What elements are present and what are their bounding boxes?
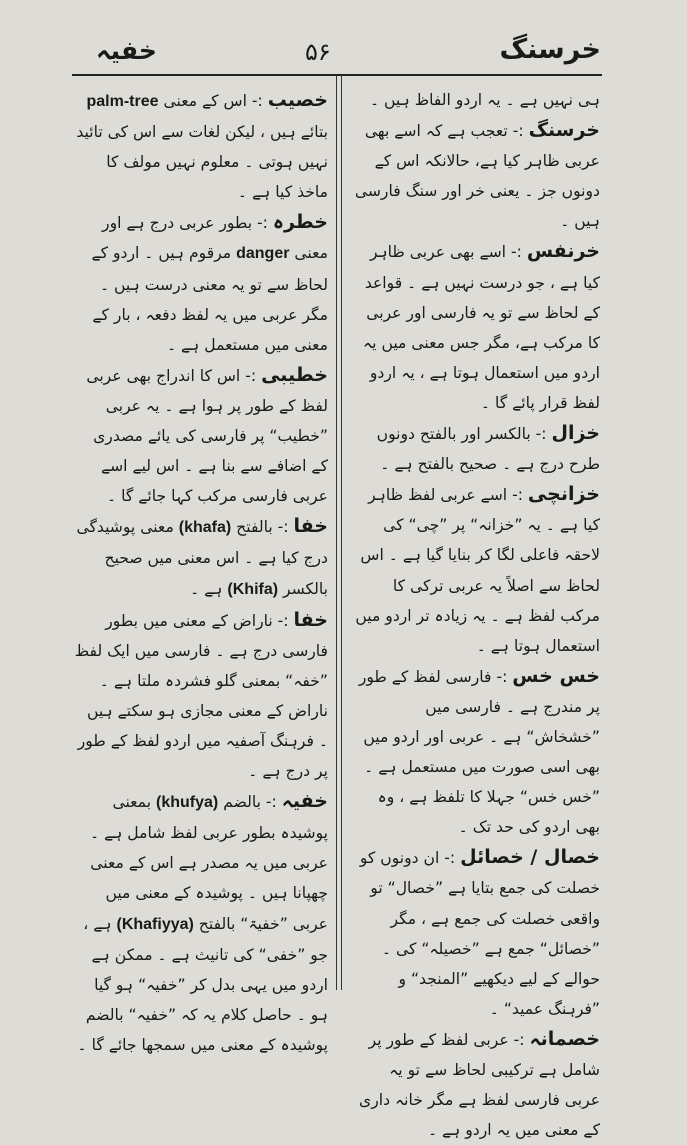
entry-headword: خفا: [293, 515, 328, 538]
header-left-word: خفیہ: [96, 36, 157, 65]
header-rule: [72, 74, 602, 76]
entry-headword: خزال: [551, 422, 600, 445]
latin-gloss: (khufya): [156, 794, 219, 812]
latin-gloss: (khafa): [178, 519, 232, 537]
entry-headword: خس خس: [512, 664, 600, 687]
entry: خرسنگ :- تعجب ہے کہ اسے بھی عربی ظاہر کیا ہے، حالانکہ اس کے دونوں جز ۔ یعنی خر اور سنگ فارسی ہیں ۔: [354, 119, 600, 231]
column-divider: [336, 75, 337, 990]
entry: خس خس :- فارسی لفظ کے طور پر مندرج ہے ۔ فارسی میں ”خشخاش“ ہے ۔ عربی اور اردو میں بھی اسی صورت میں مستعمل ہے ۔ ”خس خس“ جہلا کا تلفظ ہے ، وہ بھی اردو کی حد تک ۔: [358, 664, 600, 837]
entry: ہی نہیں ہے ۔ یہ اردو الفاظ ہیں ۔: [369, 91, 600, 109]
entry: خطیبی :- اس کا اندراج بھی عربی لفظ کے طور پر ہوا ہے ۔ یہ عربی ”خطیب“ پر فارسی کی یائے مصدری کے اضافے سے بنا ہے ۔ اس لیے اسے عربی فارسی مرکب کہا جائے گا ۔: [86, 363, 328, 506]
left-column: [74, 85, 328, 1060]
entry-headword: خصیب: [267, 89, 328, 111]
entry: خفا :- بالفتح (khafa) معنی پوشیدگی درج کیا ہے ۔ اس معنی میں صحیح بالکسر (Khifa) ہے ۔: [76, 515, 328, 598]
entry-headword: خفیہ: [281, 790, 328, 813]
latin-gloss: danger: [236, 245, 290, 263]
latin-gloss: (Khifa): [227, 580, 279, 598]
header-right-word: خرسنگ: [499, 34, 601, 65]
entry-headword: خطرہ: [272, 211, 328, 234]
entry-headword: خطیبی: [261, 363, 328, 386]
column-divider-inner: [341, 75, 342, 990]
entry: خرنفس :- اسے بھی عربی ظاہر کیا ہے ، جو درست نہیں ہے ۔ قواعد کے لحاظ سے تو یہ فارسی اور عربی کا مرکب ہے، مگر جس معنی میں یہ اردو میں استعمال ہوتا ہے ، یہ اردو لفظ قرار پائے گا ۔: [363, 240, 600, 412]
entry: خفیہ :- بالضم (khufya) بمعنی پوشیدہ بطور عربی لفظ شامل ہے ۔ عربی میں یہ مصدر ہے اس کے معنی چھپانا ہیں ۔ پوشیدہ کے معنی میں عربی ”خفیۃ“ بالفتح (Khafiyya) ہے ، جو ”خفی“ کی تانیث ہے ۔ ممکن ہے اردو میں یہی بدل کر ”خفیہ“ ہو گیا ہو ۔ حاصل کلام یہ کہ ”خفیہ“ بالضم پوشیدہ کے معنی میں سمجھا جائے گا ۔: [77, 790, 328, 1054]
entry: خزال :- بالکسر اور بالفتح دونوں طرح درج ہے ۔ صحیح بالفتح ہے ۔: [376, 422, 600, 474]
entry-headword: خرنفس: [526, 240, 600, 263]
entry-headword: خصال / خصائل: [460, 846, 600, 869]
right-column: [350, 85, 600, 1145]
running-header: [0, 30, 687, 74]
page-number: ۵۶: [305, 38, 331, 66]
entry: خصیب :- اس کے معنی palm-tree بتائے ہیں ، لیکن لغات سے اس کی تائید نہیں ہوتی ۔ معلوم نہیں مولف کا ماخذ کیا ہے ۔: [76, 89, 328, 202]
entry-headword: خصمانہ: [529, 1027, 600, 1050]
entry: خصمانہ :- عربی لفظ کے طور پر شامل ہے ترکیبی لحاظ سے تو یہ عربی فارسی لفظ ہے مگر خانہ داری کے معنی میں یہ اردو ہے ۔: [359, 1027, 600, 1140]
latin-gloss: (Khafiyya): [116, 915, 194, 933]
entry-headword: خزانچی: [527, 483, 600, 506]
entry: خزانچی :- اسے عربی لفظ ظاہر کیا ہے ۔ یہ ”خزانہ“ پر ”چی“ کی لاحقہ فاعلی لگا کر بنایا گیا ہے ۔ اس لحاظ سے اصلاً یہ عربی ترکی کا مرکب لفظ ہے ۔ یہ زیادہ تر اردو میں استعمال ہوتا ہے ۔: [355, 483, 600, 655]
entry-headword: خرسنگ: [528, 119, 600, 142]
entry: خطرہ :- بطور عربی درج ہے اور معنی danger مرقوم ہیں ۔ اردو کے لحاظ سے تو یہ معنی درست ہیں ۔ مگر عربی میں یہ لفظ دفعہ ، بار کے معنی میں مستعمل ہے ۔: [91, 211, 328, 354]
entry: خصال / خصائل :- ان دونوں کو خصلت کی جمع بتایا ہے ”خصال“ تو واقعی خصلت کی جمع ہے ، مگر ”خصائل“ جمع ہے ”خصیلہ“ کی ۔ حوالے کے لیے دیکھیے ”المنجد“ و ”فرہنگ عمید“ ۔: [359, 846, 600, 1018]
latin-gloss: palm-tree: [86, 93, 159, 110]
entry: خفا :- ناراض کے معنی میں بطور فارسی درج ہے ۔ فارسی میں ایک لفظ ”خفہ“ بمعنی گلو فشردہ ملتا ہے ۔ ناراض کے معنی مجازی ہو سکتے ہیں ۔ فرہنگ آصفیہ میں اردو لفظ کے طور پر درج ہے ۔: [74, 608, 328, 781]
entry-headword: خفا: [293, 608, 328, 631]
